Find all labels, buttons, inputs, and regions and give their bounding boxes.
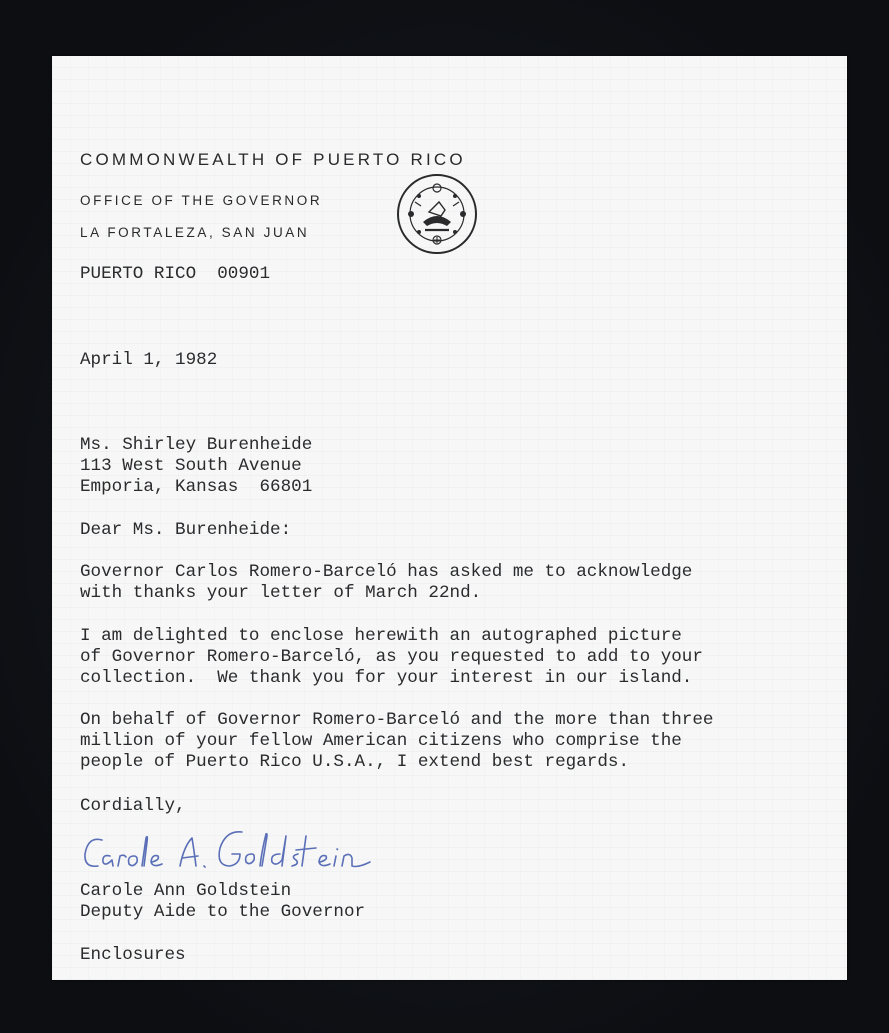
body-paragraph-1-line-1: Governor Carlos Romero-Barceló has asked me to acknowledge [80,562,693,582]
letterhead-office: OFFICE OF THE GOVERNOR [80,193,323,208]
governor-seal-icon [395,172,479,256]
signer-name: Carole Ann Goldstein [80,881,292,901]
letter-date: April 1, 1982 [80,350,218,370]
body-paragraph-3-line-1: On behalf of Governor Romero-Barceló and the more than three [80,710,714,730]
letterhead-commonwealth: COMMONWEALTH OF PUERTO RICO [80,150,466,169]
salutation: Dear Ms. Burenheide: [80,520,292,540]
handwritten-signature [80,822,410,882]
recipient-street: 113 West South Avenue [80,456,302,476]
letterhead-postal: PUERTO RICO 00901 [80,264,271,284]
body-paragraph-1-line-2: with thanks your letter of March 22nd. [80,583,482,603]
body-paragraph-2-line-1: I am delighted to enclose herewith an autographed picture [80,626,682,646]
body-paragraph-3-line-2: million of your fellow American citizens who comprise the [80,731,682,751]
recipient-city: Emporia, Kansas 66801 [80,477,313,497]
enclosures-note: Enclosures [80,945,186,965]
body-paragraph-2-line-3: collection. We thank you for your interest in our island. [80,668,693,688]
body-paragraph-2-line-2: of Governor Romero-Barceló, as you requested to add to your [80,647,703,667]
closing: Cordially, [80,796,186,816]
body-paragraph-3-line-3: people of Puerto Rico U.S.A., I extend best regards. [80,752,630,772]
signer-title: Deputy Aide to the Governor [80,902,366,922]
letterhead-location: LA FORTALEZA, SAN JUAN [80,225,310,240]
recipient-name: Ms. Shirley Burenheide [80,435,313,455]
